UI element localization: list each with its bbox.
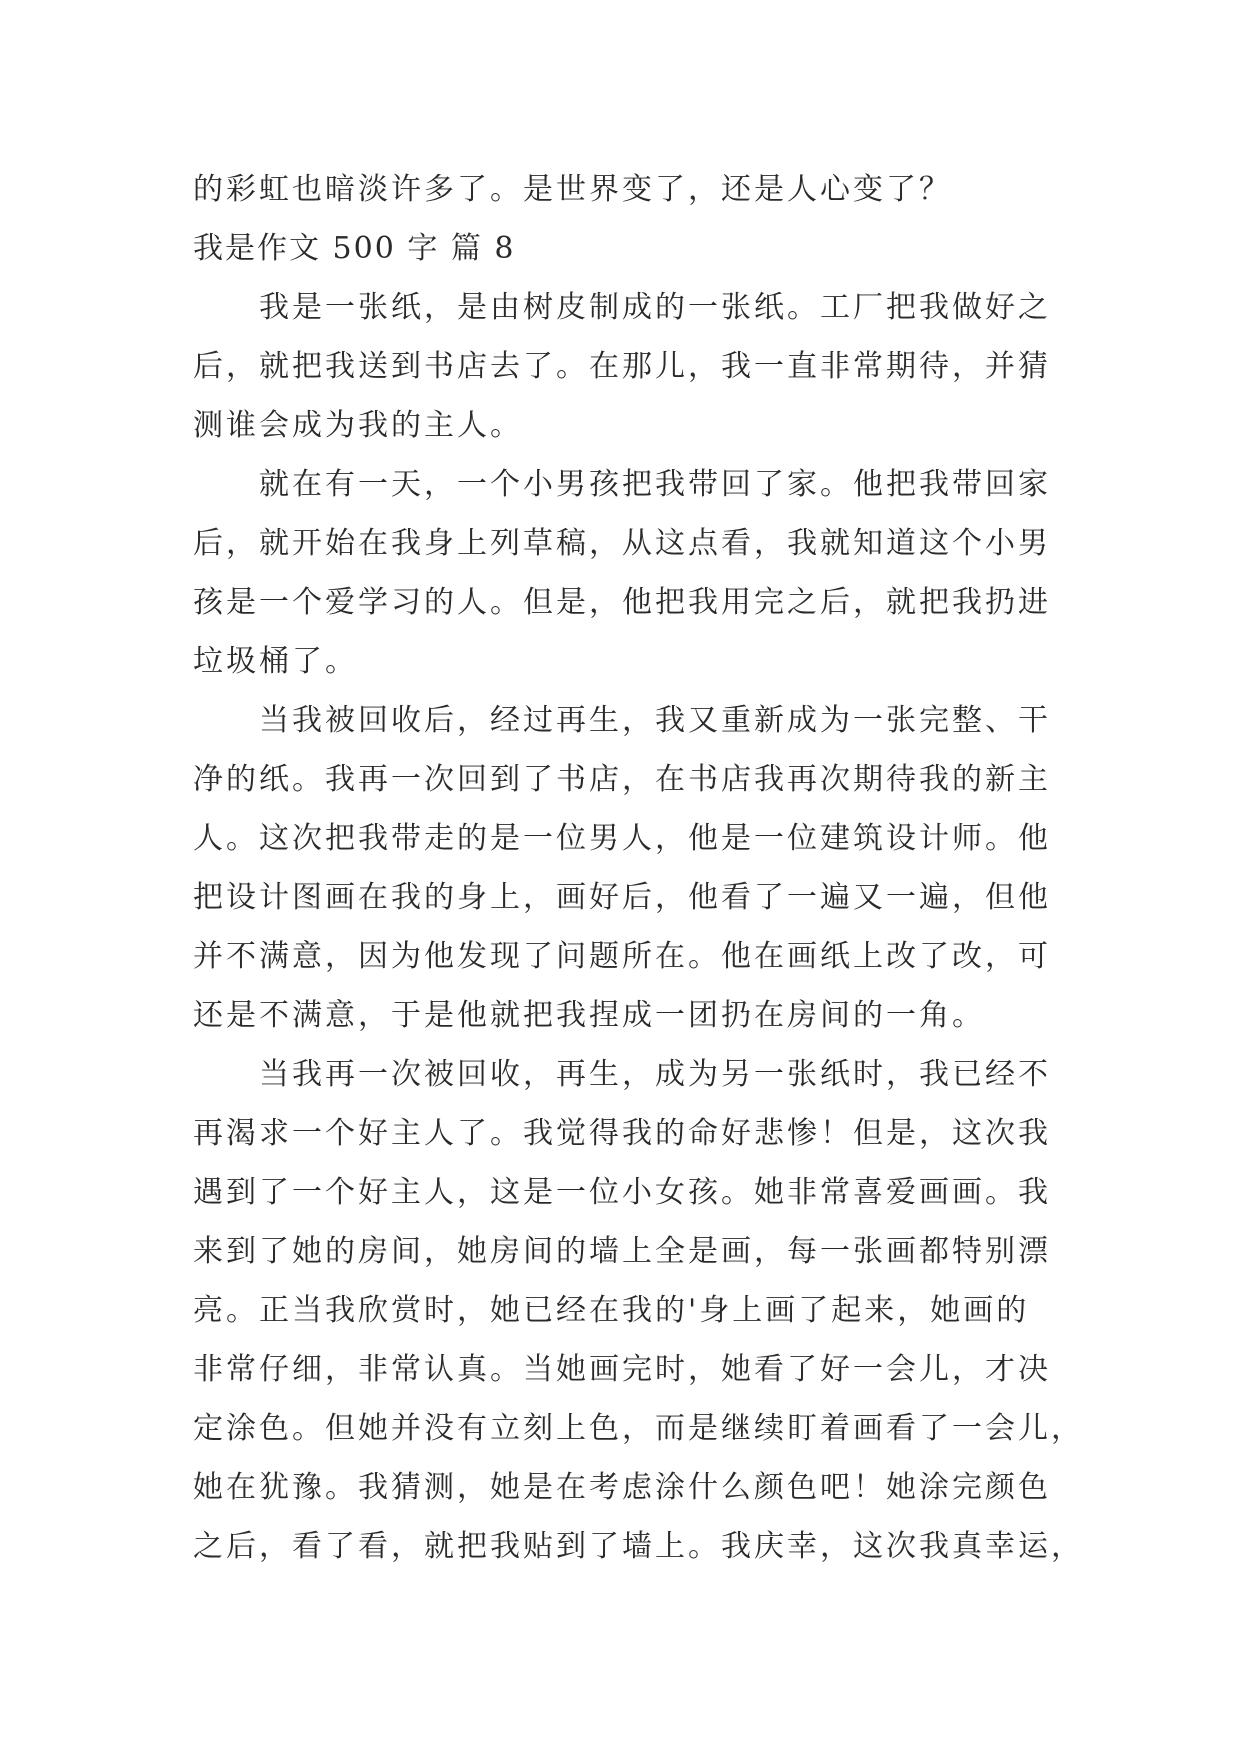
text-line: 就在有一天，一个小男孩把我带回了家。他把我带回家: [193, 467, 1051, 502]
text-line: 定涂色。但她并没有立刻上色，而是继续盯着画看了一会儿，: [193, 1411, 1084, 1446]
text-line: 她在犹豫。我猜测，她是在考虑涂什么颜色吧！她涂完颜色: [193, 1470, 1051, 1505]
text-line: 后，就把我送到书店去了。在那儿，我一直非常期待，并猜: [193, 349, 1051, 384]
text-line: 来到了她的房间，她房间的墙上全是画，每一张画都特别漂: [193, 1234, 1051, 1269]
section-heading: 我是作文 500 字 篇 8: [193, 231, 516, 266]
document-page: [193, 160, 1084, 1576]
text-line: 还是不满意，于是他就把我捏成一团扔在房间的一角。: [193, 998, 985, 1033]
text-line: 孩是一个爱学习的人。但是，他把我用完之后，就把我扔进: [193, 585, 1051, 620]
text-line: 测谁会成为我的主人。: [193, 408, 523, 443]
text-line: 之后，看了看，就把我贴到了墙上。我庆幸，这次我真幸运，: [193, 1529, 1084, 1564]
text-line: 后，就开始在我身上列草稿，从这点看，我就知道这个小男: [193, 526, 1051, 561]
text-line: 遇到了一个好主人，这是一位小女孩。她非常喜爱画画。我: [193, 1175, 1051, 1210]
text-line: 再渴求一个好主人了。我觉得我的命好悲惨！但是，这次我: [193, 1116, 1051, 1151]
text-line: 的彩虹也暗淡许多了。是世界变了，还是人心变了？: [193, 172, 952, 207]
text-line: 人。这次把我带走的是一位男人，他是一位建筑设计师。他: [193, 821, 1051, 856]
text-line: 垃圾桶了。: [193, 644, 358, 679]
text-line: 我是一张纸，是由树皮制成的一张纸。工厂把我做好之: [193, 290, 1051, 325]
text-line: 把设计图画在我的身上，画好后，他看了一遍又一遍，但他: [193, 880, 1051, 915]
text-line: 亮。正当我欣赏时，她已经在我的'身上画了起来，她画的: [193, 1293, 1030, 1328]
text-line: 当我被回收后，经过再生，我又重新成为一张完整、干: [193, 703, 1051, 738]
text-line: 并不满意，因为他发现了问题所在。他在画纸上改了改，可: [193, 939, 1051, 974]
text-line: 净的纸。我再一次回到了书店，在书店我再次期待我的新主: [193, 762, 1051, 797]
text-line: 当我再一次被回收，再生，成为另一张纸时，我已经不: [193, 1057, 1051, 1092]
text-line: 非常仔细，非常认真。当她画完时，她看了好一会儿，才决: [193, 1352, 1051, 1387]
